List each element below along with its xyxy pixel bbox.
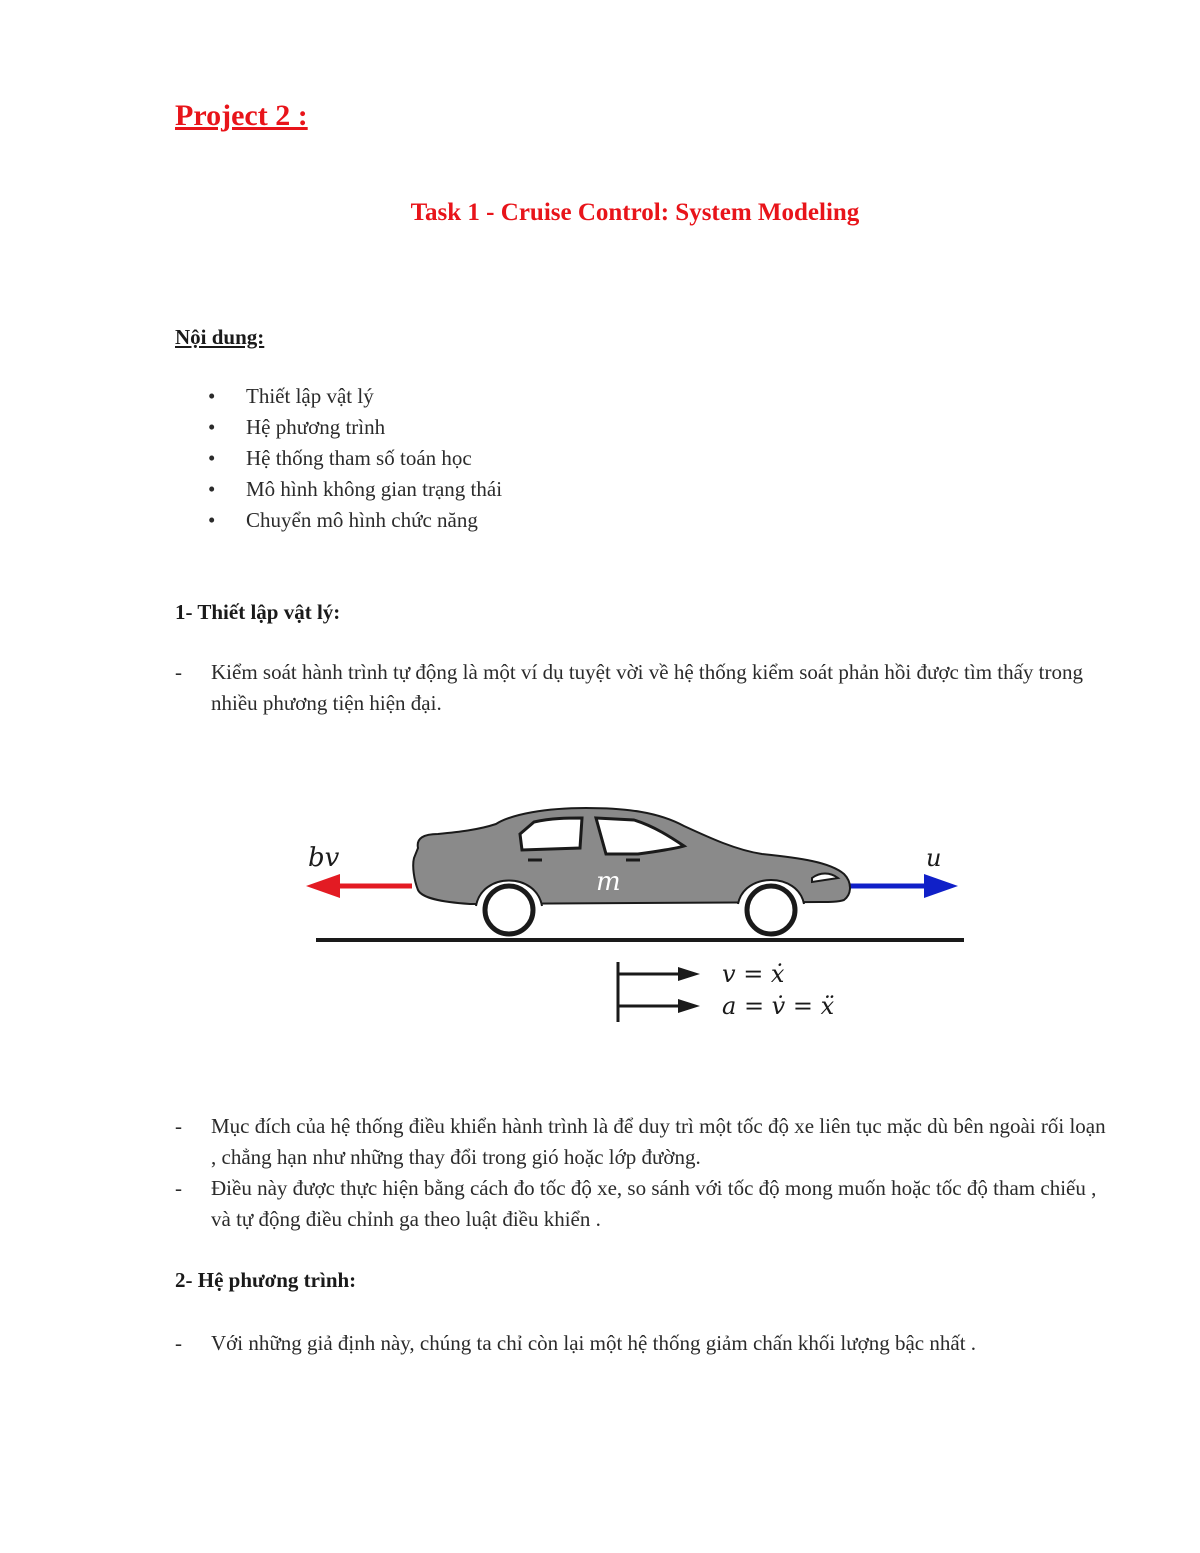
list-item-text: Chuyển mô hình chức năng xyxy=(246,508,478,532)
drag-arrow-head xyxy=(306,874,340,898)
list-item xyxy=(208,505,502,536)
input-label: u xyxy=(926,844,942,872)
list-item xyxy=(208,443,502,474)
acceleration-label: a = v̇ = ẍ xyxy=(722,992,835,1020)
bullet-marker: • xyxy=(208,477,216,501)
mass-label: m xyxy=(596,867,621,897)
accel-arrow-head xyxy=(678,999,700,1013)
list-item-text: Mô hình không gian trạng thái xyxy=(246,477,503,501)
project-title: Project 2 : xyxy=(175,99,308,132)
velocity-label: v = ẋ xyxy=(722,960,785,988)
dash-marker: - xyxy=(175,1176,182,1200)
dash-marker: - xyxy=(175,660,182,684)
bullet-marker: • xyxy=(208,384,216,408)
list-item-text: Hệ phương trình xyxy=(246,415,386,439)
drag-force-arrow xyxy=(306,874,412,898)
input-arrow-head xyxy=(924,874,958,898)
list-item-text: Hệ thống tham số toán học xyxy=(246,446,472,470)
paragraph-text: Điều này được thực hiện bằng cách đo tốc độ xe, so sánh với tốc độ mong muốn hoặc tốc độ tham chiếu , và tự động điều chỉnh ga theo luật điều khiển . xyxy=(211,1176,1097,1231)
cruise-control-diagram xyxy=(290,790,980,1035)
car xyxy=(413,808,850,934)
section-2-heading: 2- Hệ phương trình: xyxy=(175,1268,357,1292)
paragraph-text: Kiểm soát hành trình tự động là một ví dụ tuyệt vời về hệ thống kiểm soát phản hồi được tìm thấy trong nhiều phương tiện hiện đại. xyxy=(211,660,1084,715)
list-item xyxy=(208,412,502,443)
bullet-marker: • xyxy=(208,415,216,439)
wheel-rear xyxy=(485,886,533,934)
input-force-arrow xyxy=(846,874,958,898)
velocity-arrow xyxy=(618,967,700,981)
section-1-heading: 1- Thiết lập vật lý: xyxy=(175,600,341,624)
section-2-text xyxy=(175,1328,1115,1359)
list-item-text: Thiết lập vật lý xyxy=(246,384,374,408)
section-1-purpose xyxy=(175,1111,1115,1173)
drag-label: bv xyxy=(308,843,340,873)
task-title: Task 1 - Cruise Control: System Modeling xyxy=(410,199,860,226)
dash-marker: - xyxy=(175,1331,182,1355)
bullet-marker: • xyxy=(208,508,216,532)
dash-marker: - xyxy=(175,1114,182,1138)
section-1-intro xyxy=(175,657,1115,719)
paragraph-text: Với những giả định này, chúng ta chỉ còn lại một hệ thống giảm chấn khối lượng bậc nhất . xyxy=(211,1331,977,1355)
contents-heading: Nội dung: xyxy=(175,325,265,349)
section-1-method xyxy=(175,1173,1115,1235)
acceleration-arrow xyxy=(618,999,700,1013)
list-item xyxy=(208,381,502,412)
velocity-arrow-head xyxy=(678,967,700,981)
contents-list xyxy=(208,381,502,536)
bullet-marker: • xyxy=(208,446,216,470)
list-item xyxy=(208,474,502,505)
wheel-front xyxy=(747,886,795,934)
paragraph-text: Mục đích của hệ thống điều khiển hành trình là để duy trì một tốc độ xe liên tục mặc dù bên ngoài rối loạn , chẳng hạn như những thay đổi trong gió hoặc lớp đường. xyxy=(211,1114,1106,1169)
